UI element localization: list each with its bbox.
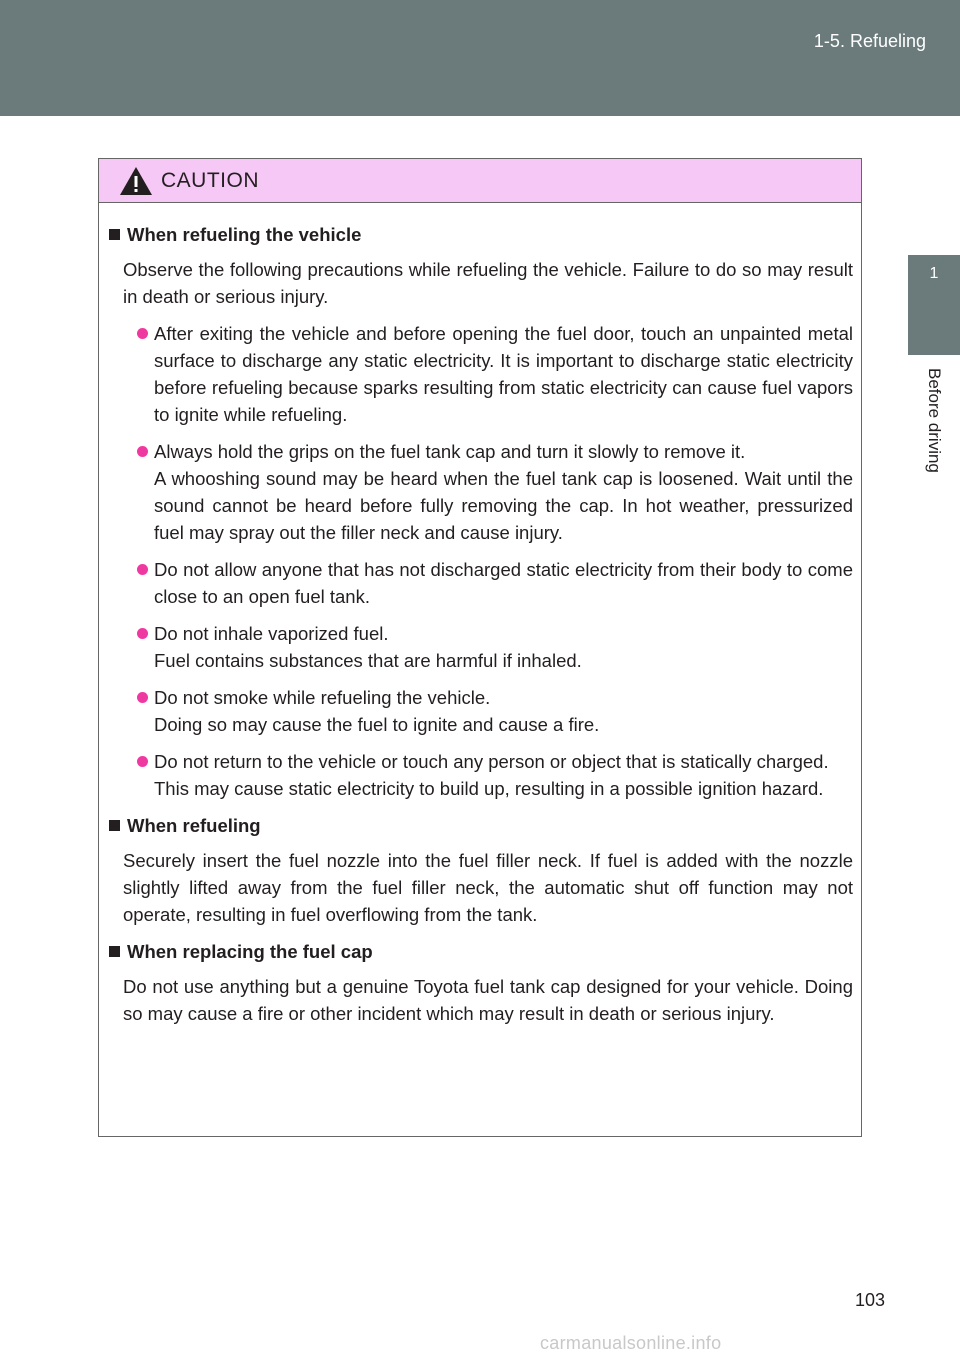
square-bullet-icon	[109, 229, 120, 240]
round-bullet-icon	[137, 446, 148, 457]
caution-title: CAUTION	[161, 168, 259, 192]
section-heading: When replacing the fuel cap	[109, 938, 853, 965]
round-bullet-icon	[137, 692, 148, 703]
bullet-item: Do not allow anyone that has not discharged static electricity from their body to come close to an open fuel tank.	[144, 556, 853, 610]
bullet-item: Do not smoke while refueling the vehicle. Doing so may cause the fuel to ignite and cause a fire.	[144, 684, 853, 738]
section-intro: Securely insert the fuel nozzle into the fuel filler neck. If fuel is added with the nozzle slightly lifted away from the fuel filler neck, the automatic shut off function may not operate, resulting in fuel overflowing from the tank.	[123, 850, 853, 925]
round-bullet-icon	[137, 756, 148, 767]
square-bullet-icon	[109, 946, 120, 957]
square-bullet-icon	[109, 820, 120, 831]
caution-box	[98, 158, 862, 1137]
bullet-item: Do not return to the vehicle or touch any person or object that is statically charged. This may cause static electricity to build up, resulting in a possible ignition hazard.	[144, 748, 853, 802]
header-band	[0, 0, 960, 116]
section-heading: When refueling	[109, 812, 853, 839]
section-intro: Observe the following precautions while refueling the vehicle. Failure to do so may result in death or serious injury.	[123, 259, 853, 307]
section-heading: When refueling the vehicle	[109, 221, 853, 248]
chapter-tab-number: 1	[908, 255, 960, 355]
watermark: carmanualsonline.info	[540, 1333, 722, 1353]
chapter-tab-label: Before driving	[925, 368, 944, 473]
round-bullet-icon	[137, 564, 148, 575]
page-number: 103	[855, 1290, 886, 1310]
caution-body	[99, 203, 861, 1027]
caution-header	[99, 159, 861, 203]
bullet-item: After exiting the vehicle and before opening the fuel door, touch an unpainted metal surface to discharge any static electricity. It is important to discharge static electricity before refueling because sparks resulting from static electricity can cause fuel vapors to ignite while refueling.	[144, 320, 853, 428]
round-bullet-icon	[137, 628, 148, 639]
section-label: 1-5. Refueling	[813, 31, 926, 51]
section-intro: Do not use anything but a genuine Toyota fuel tank cap designed for your vehicle. Doing so may cause a fire or other incident which may result in death or serious injury.	[123, 976, 853, 1024]
bullet-item: Always hold the grips on the fuel tank cap and turn it slowly to remove it. A whooshing sound may be heard when the fuel tank cap is loosened. Wait until the sound cannot be heard before fully removing the cap. In hot weather, pressurized fuel may spray out the filler neck and cause injury.	[144, 438, 853, 546]
bullet-item: Do not inhale vaporized fuel. Fuel contains substances that are harmful if inhaled.	[144, 620, 853, 674]
round-bullet-icon	[137, 328, 148, 339]
warning-triangle-icon	[119, 166, 153, 196]
